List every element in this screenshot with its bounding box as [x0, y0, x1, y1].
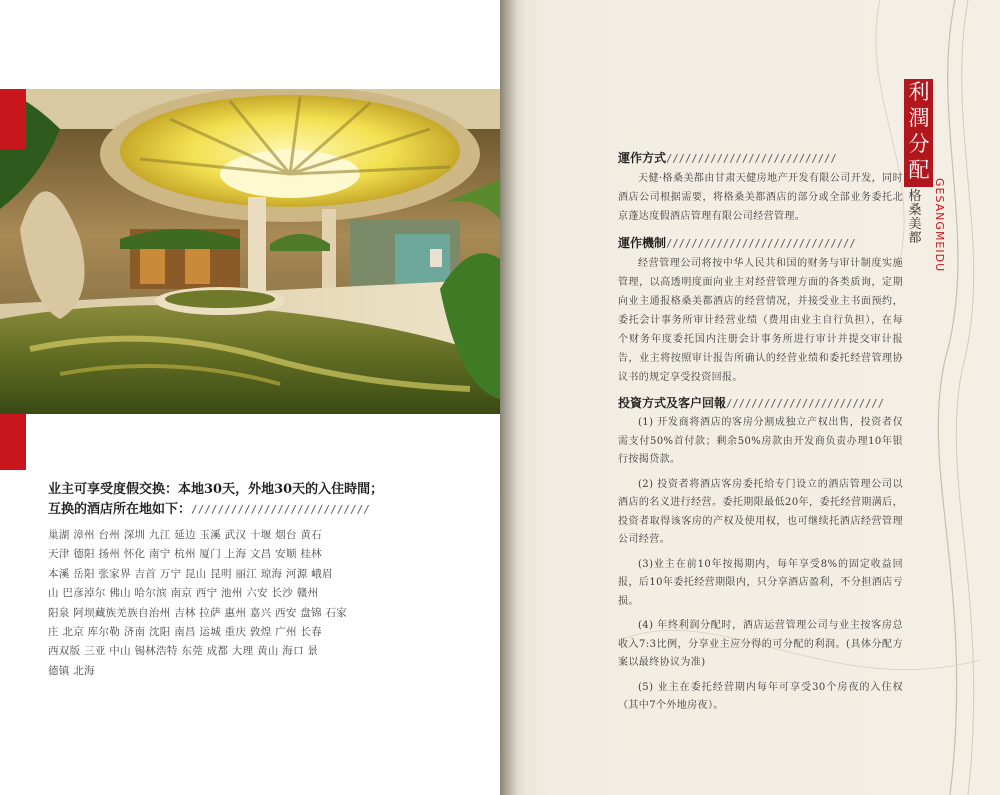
logo-title-char: 潤: [908, 106, 930, 130]
city-line: 西双版 三亚 中山 锡林浩特 东莞 成都 大理 黄山 海口 景: [48, 645, 319, 658]
section-paragraph: 天健·格桑美都由甘肃天健房地产开发有限公司开发，同时酒店公司根据需要，将格桑美都酒店的部分或全部业务委托北京蓬达度假酒店管理有限公司经营管理。: [618, 173, 903, 222]
city-line: 山 巴彦淖尔 佛山 哈尔滨 南京 西宁 池州 六安 长沙 赣州: [48, 587, 319, 600]
logo-title-char: 分: [908, 132, 930, 156]
red-tab-bottom: [0, 414, 26, 470]
section-paragraph: (2) 投资者将酒店客房委托给专门设立的酒店管理公司以酒店的名义进行经营。委托期限最低20年，委托经营期满后，投资者取得该客房的产权及使用权，也可继续托酒店经营管理公司经营。: [618, 478, 903, 545]
logo-sub-char: 都: [908, 231, 922, 246]
exchange-info: [48, 480, 384, 681]
hotel-lobby-photo: [0, 89, 500, 414]
section-slash-rule: /////////////////////////: [726, 398, 885, 410]
section-investment-returns: [618, 395, 903, 716]
exchange-heading-text: 互换的酒店所在地如下：: [48, 502, 192, 517]
exchange-heading-line2: [48, 500, 370, 520]
section-slash-rule: ///////////////////////////: [666, 153, 837, 165]
section-paragraph: (4) 年终利润分配时，酒店运营管理公司与业主按客房总收入7:3比例，分享业主应分得的可分配的利润。(具体分配方案以最终协议为准): [618, 620, 903, 668]
section-paragraph: (1) 开发商将酒店的客房分割成独立产权出售，投资者仅需支付50%首付款；剩余50%房款由开发商负责办理10年银行按揭贷款。: [618, 417, 903, 465]
city-line: 德镇 北海: [48, 664, 95, 677]
city-line: 阳泉 阿坝藏族羌族自治州 吉林 拉萨 惠州 嘉兴 西安 盘锦 石家: [48, 606, 348, 619]
exchange-heading-line1: 业主可享受度假交换：本地30天，外地30天的入住時間；: [48, 482, 384, 497]
city-line: 本溪 岳阳 张家界 吉首 万宁 昆山 昆明 丽江 琼海 河源 峨眉: [48, 567, 333, 580]
section-operation-mode: [618, 150, 903, 226]
logo-title: [906, 79, 932, 183]
logo-subtitle: [906, 190, 924, 246]
section-slash-rule: //////////////////////////////: [666, 238, 856, 250]
logo-title-char: 利: [908, 80, 930, 104]
section-title: [618, 150, 903, 167]
logo-pinyin: GESANGMEIDU: [933, 178, 946, 273]
red-tab-top: [0, 89, 26, 149]
logo-sub-char: 桑: [908, 203, 922, 218]
section-paragraph: 经营管理公司将按中华人民共和国的财务与审计制度实施管理，以高透明度面向业主对经营管理方面的各类质询，定期向业主通报格桑美都酒店的经营情况，并接受业主书面预约，委托会计事务所审计经营业绩（费用由业主自行负担），在每个财务年度委托国内注册会计事务所进行审计并提交审计报告，业主将按照审计报告所确认的经营业绩和委托经营管理协议书的规定享受投资回报。: [618, 258, 903, 383]
heading-slash-rule: ///////////////////////////: [191, 503, 370, 516]
city-line: 巢湖 漳州 台州 深圳 九江 延边 玉溪 武汉 十堰 烟台 黄石: [48, 529, 322, 541]
city-line: 天津 德阳 扬州 怀化 南宁 杭州 厦门 上海 文昌 安顺 桂林: [48, 548, 322, 561]
city-list: [48, 526, 348, 681]
logo-sub-char: 美: [908, 217, 922, 232]
section-paragraph: (3)业主在前10年按揭期内，每年享受8%的固定收益回报，后10年委托经营期限内，只分享酒店盈利，不分担酒店亏损。: [618, 558, 903, 607]
section-title: [618, 235, 903, 252]
section-title-text: 投資方式及客户回報: [618, 396, 727, 410]
city-line: 庄 北京 库尔勒 济南 沈阳 南昌 运城 重庆 敦煌 广州 长春: [48, 626, 322, 639]
section-title: [618, 395, 903, 412]
section-title-text: 運作機制: [618, 236, 667, 250]
section-title-text: 運作方式: [618, 151, 667, 165]
logo-sub-char: 格: [908, 189, 922, 204]
logo-title-char: 配: [908, 158, 930, 182]
section-paragraph: (5) 业主在委托经营期内每年可享受30个房夜的入住权（其中7个外地房夜）。: [618, 681, 903, 711]
section-operation-mechanism: [618, 235, 903, 387]
